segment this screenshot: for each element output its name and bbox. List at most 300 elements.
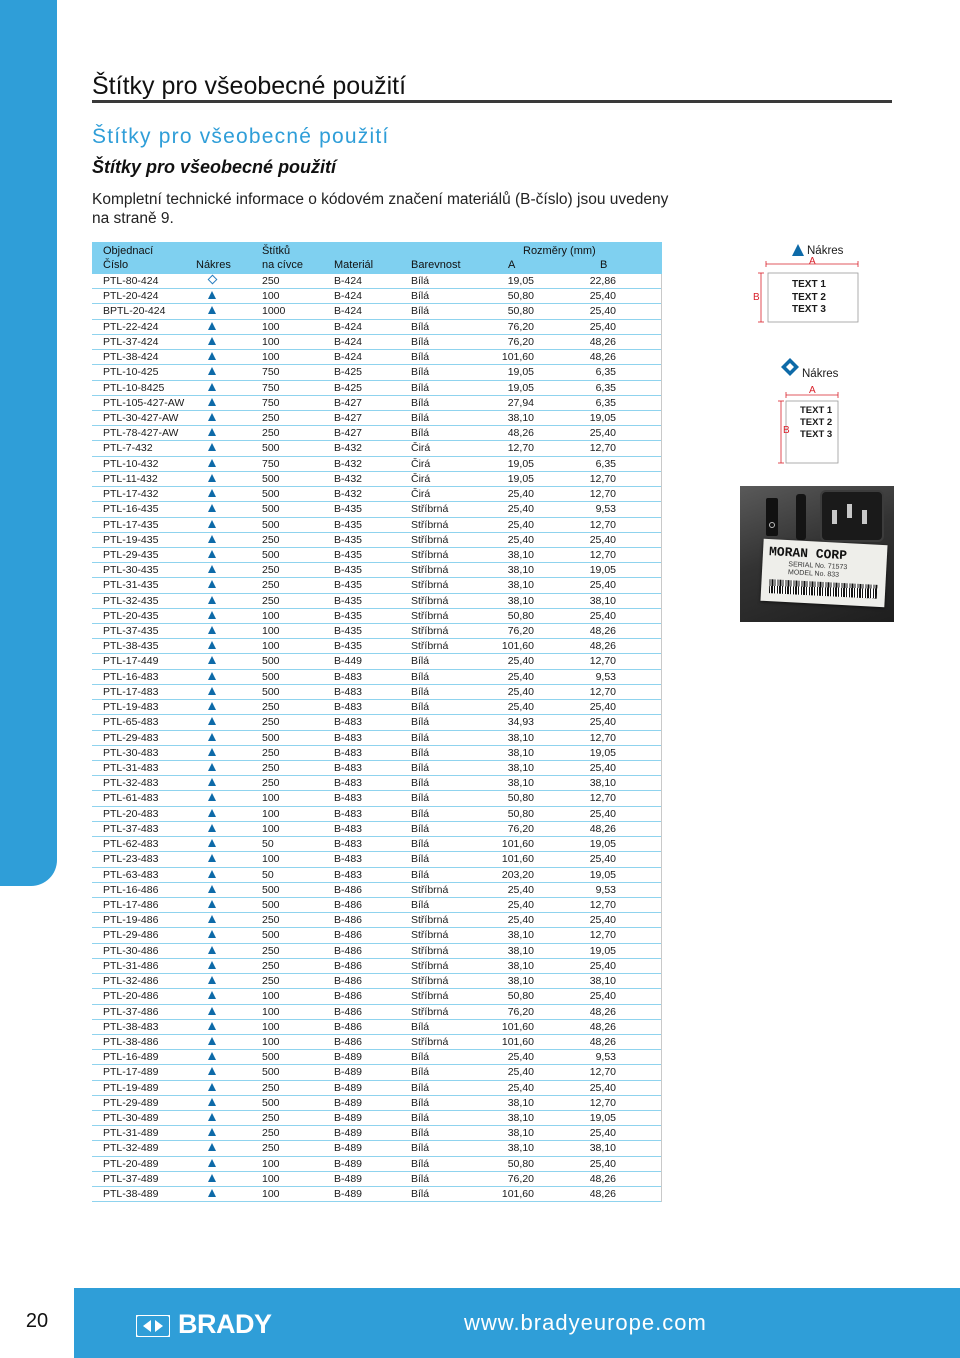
- product-code: PTL-61-483: [103, 792, 159, 805]
- material: B-424: [334, 275, 363, 287]
- triangle-icon: [208, 413, 216, 421]
- dimension-b: 25,40: [589, 290, 616, 303]
- dimension-b: 12,70: [589, 1096, 616, 1109]
- color: Stříbrná: [411, 975, 449, 988]
- triangle-icon: [208, 1007, 216, 1015]
- material: B-424: [334, 320, 363, 333]
- product-code: PTL-37-483: [103, 822, 159, 835]
- dimension-b: 48,26: [589, 335, 616, 348]
- quantity: 100: [262, 320, 280, 333]
- quantity: 250: [262, 975, 280, 988]
- dimension-b: 25,40: [589, 1157, 616, 1170]
- product-code: PTL-31-489: [103, 1127, 159, 1140]
- dimension-b: 25,40: [589, 320, 616, 333]
- quantity: 250: [262, 1142, 280, 1155]
- material: B-432: [334, 472, 363, 485]
- quantity: 100: [262, 792, 280, 805]
- header-dimensions: Rozměry (mm): [523, 245, 596, 257]
- material: B-486: [334, 975, 363, 988]
- color: Bílá: [411, 320, 430, 333]
- table-body: [92, 274, 662, 1202]
- table-row: [92, 837, 661, 852]
- quantity: 100: [262, 853, 280, 866]
- quantity: 500: [262, 685, 280, 698]
- triangle-icon: [208, 824, 216, 832]
- material: B-489: [334, 1096, 363, 1109]
- product-code: PTL-23-483: [103, 853, 159, 866]
- quantity: 100: [262, 625, 280, 638]
- color: Bílá: [411, 655, 430, 668]
- color: Čirá: [411, 457, 431, 470]
- material: B-435: [334, 564, 363, 577]
- dimension-b: 25,40: [589, 1127, 616, 1140]
- product-code: PTL-16-489: [103, 1051, 159, 1064]
- triangle-icon: [208, 1052, 216, 1060]
- intro-text: Kompletní technické informace o kódovém značení materiálů (B-číslo) jsou uvedeny na straně 9.: [92, 191, 669, 227]
- product-code: PTL-78-427-AW: [103, 427, 179, 440]
- dimension-a: 27,94: [507, 396, 534, 409]
- table-row: [92, 731, 661, 746]
- product-code: PTL-29-489: [103, 1096, 159, 1109]
- color: Bílá: [411, 351, 430, 364]
- dimension-a: 38,10: [507, 762, 534, 774]
- material: B-483: [334, 762, 363, 774]
- dimension-a: 76,20: [507, 822, 534, 835]
- triangle-icon: [208, 383, 216, 391]
- dimension-a: 38,10: [507, 411, 534, 424]
- product-table: [92, 242, 662, 1202]
- diagram-text-line: TEXT 2: [792, 291, 826, 303]
- dimension-a: 76,20: [507, 320, 534, 333]
- table-row: [92, 852, 661, 867]
- diagram-text-line: TEXT 3: [800, 429, 833, 440]
- color: Stříbrná: [411, 944, 449, 957]
- triangle-icon: [208, 915, 216, 923]
- color: Bílá: [411, 807, 430, 820]
- quantity: 100: [262, 990, 280, 1003]
- dimension-a: 25,40: [507, 701, 534, 714]
- dimension-b: 19,05: [589, 838, 616, 851]
- dimension-b: 25,40: [589, 701, 616, 714]
- material: B-435: [334, 594, 363, 607]
- dimension-b: 12,70: [589, 792, 616, 805]
- dimension-b: 25,40: [589, 959, 616, 972]
- table-row: [92, 381, 661, 396]
- table-row: [92, 639, 661, 654]
- dimension-a: 19,05: [507, 472, 534, 485]
- color: Bílá: [411, 1081, 430, 1094]
- triangle-icon: [208, 1128, 216, 1136]
- table-row: [92, 974, 661, 989]
- dimension-a: 25,40: [507, 898, 534, 911]
- color: Bílá: [411, 275, 430, 287]
- product-code: PTL-11-432: [103, 472, 158, 485]
- dimension-a: 38,10: [507, 929, 534, 942]
- dimension-a: 101,60: [501, 1188, 534, 1201]
- table-row: [92, 609, 661, 624]
- quantity: 500: [262, 1096, 280, 1109]
- triangle-icon: [792, 244, 804, 256]
- color: Bílá: [411, 335, 430, 348]
- dimension-a: 50,80: [507, 1157, 534, 1170]
- color: Bílá: [411, 838, 430, 851]
- dimension-a: 25,40: [507, 518, 534, 531]
- table-row: [92, 898, 661, 913]
- product-code: PTL-19-483: [103, 701, 159, 714]
- table-row: [92, 563, 661, 578]
- dimension-a: 101,60: [501, 351, 534, 364]
- product-code: PTL-10-432: [103, 457, 159, 470]
- material: B-427: [334, 396, 363, 409]
- dimension-b: 12,70: [589, 898, 616, 911]
- table-row: [92, 928, 661, 943]
- product-code: PTL-20-483: [103, 807, 159, 820]
- page-number-box: [0, 1288, 74, 1358]
- dimension-b: 38,10: [589, 777, 616, 790]
- color: Bílá: [411, 822, 430, 835]
- dimension-a: 38,10: [507, 746, 534, 759]
- material: B-486: [334, 959, 363, 972]
- table-row: [92, 989, 661, 1004]
- dimension-a: 38,10: [507, 1142, 534, 1155]
- dimension-b: 38,10: [589, 1142, 616, 1155]
- triangle-icon: [208, 839, 216, 847]
- triangle-icon: [208, 885, 216, 893]
- diagram-diamond-dim-a: A: [809, 385, 816, 396]
- material: B-424: [334, 351, 363, 364]
- material: B-432: [334, 442, 363, 455]
- color: Stříbrná: [411, 518, 449, 531]
- product-code: PTL-17-483: [103, 685, 159, 698]
- color: Bílá: [411, 396, 430, 409]
- triangle-icon: [208, 991, 216, 999]
- color: Stříbrná: [411, 1005, 449, 1018]
- material: B-483: [334, 868, 363, 881]
- triangle-icon: [208, 443, 216, 451]
- dimension-b: 9,53: [595, 503, 616, 516]
- table-row: [92, 502, 661, 517]
- table-row: [92, 441, 661, 456]
- table-row: [92, 1111, 661, 1126]
- dimension-a: 50,80: [507, 792, 534, 805]
- color: Bílá: [411, 1142, 430, 1155]
- table-row: [92, 715, 661, 730]
- product-code: PTL-65-483: [103, 716, 159, 729]
- triangle-icon: [208, 900, 216, 908]
- material: B-489: [334, 1172, 363, 1185]
- color: Bílá: [411, 366, 430, 379]
- material: B-486: [334, 1020, 363, 1033]
- product-code: PTL-30-489: [103, 1112, 159, 1125]
- product-code: PTL-32-483: [103, 777, 159, 790]
- product-code: PTL-38-435: [103, 640, 159, 653]
- product-code: PTL-30-427-AW: [103, 411, 179, 424]
- dimension-a: 203,20: [501, 868, 534, 881]
- dimension-a: 38,10: [507, 959, 534, 972]
- color: Stříbrná: [411, 914, 449, 927]
- table-row: [92, 685, 661, 700]
- diagram-text-line: TEXT 2: [800, 417, 833, 428]
- product-code: PTL-19-486: [103, 914, 159, 927]
- triangle-icon: [208, 748, 216, 756]
- table-row: [92, 776, 661, 791]
- product-code: PTL-62-483: [103, 838, 159, 851]
- color: Bílá: [411, 792, 430, 805]
- dimension-a: 101,60: [501, 640, 534, 653]
- quantity: 50: [262, 838, 274, 851]
- triangle-icon: [208, 854, 216, 862]
- triangle-icon: [208, 946, 216, 954]
- material: B-427: [334, 411, 363, 424]
- material: B-483: [334, 822, 363, 835]
- dimension-b: 38,10: [589, 975, 616, 988]
- table-row: [92, 472, 661, 487]
- dimension-b: 12,70: [589, 488, 616, 501]
- dimension-a: 19,05: [507, 381, 534, 394]
- dimension-b: 9,53: [595, 1051, 616, 1064]
- quantity: 250: [262, 777, 280, 790]
- triangle-icon: [208, 291, 216, 299]
- diagram-triangle-label: Nákres: [807, 245, 844, 257]
- material: B-435: [334, 579, 363, 592]
- material: B-435: [334, 640, 363, 653]
- dimension-b: 25,40: [589, 807, 616, 820]
- triangle-icon: [208, 1083, 216, 1091]
- dimension-b: 12,70: [589, 548, 616, 561]
- product-code: PTL-16-435: [103, 503, 159, 516]
- material: B-425: [334, 366, 363, 379]
- dimension-b: 25,40: [589, 716, 616, 729]
- photo-label-line1: MORAN CORP: [768, 544, 848, 564]
- dimension-a: 25,40: [507, 1051, 534, 1064]
- color: Stříbrná: [411, 564, 449, 577]
- quantity: 250: [262, 533, 280, 546]
- quantity: 100: [262, 807, 280, 820]
- triangle-icon: [208, 641, 216, 649]
- product-code: PTL-37-424: [103, 335, 159, 348]
- color: Stříbrná: [411, 503, 449, 516]
- quantity: 500: [262, 670, 280, 683]
- quantity: 250: [262, 914, 280, 927]
- dimension-a: 19,05: [507, 457, 534, 470]
- quantity: 250: [262, 716, 280, 729]
- table-row: [92, 791, 661, 806]
- product-code: PTL-38-489: [103, 1188, 159, 1201]
- table-row: [92, 487, 661, 502]
- diagram-text-line: TEXT 1: [800, 405, 833, 416]
- product-code: PTL-31-483: [103, 762, 159, 774]
- triangle-icon: [208, 778, 216, 786]
- quantity: 500: [262, 1066, 280, 1079]
- color: Bílá: [411, 1096, 430, 1109]
- color: Bílá: [411, 1112, 430, 1125]
- color: Stříbrná: [411, 883, 449, 896]
- material: B-483: [334, 685, 363, 698]
- table-header: [92, 242, 662, 274]
- triangle-icon: [208, 1037, 216, 1045]
- dimension-a: 50,80: [507, 609, 534, 622]
- table-row: [92, 396, 661, 411]
- dimension-a: 38,10: [507, 777, 534, 790]
- diagram-diamond-label: Nákres: [802, 368, 839, 380]
- table-row: [92, 1126, 661, 1141]
- quantity: 250: [262, 701, 280, 714]
- material: B-424: [334, 305, 363, 318]
- dimension-a: 25,40: [507, 488, 534, 501]
- material: B-483: [334, 731, 363, 744]
- product-code: PTL-29-435: [103, 548, 159, 561]
- quantity: 100: [262, 351, 280, 364]
- color: Bílá: [411, 1051, 430, 1064]
- quantity: 100: [262, 1020, 280, 1033]
- quantity: 500: [262, 442, 280, 455]
- diagram-triangle-dim-b: B: [753, 292, 760, 303]
- website-url[interactable]: www.bradyeurope.com: [464, 1310, 707, 1335]
- dimension-b: 19,05: [589, 746, 616, 759]
- quantity: 500: [262, 472, 280, 485]
- table-row: [92, 654, 661, 669]
- dimension-a: 12,70: [507, 442, 534, 455]
- material: B-486: [334, 914, 363, 927]
- color: Bílá: [411, 685, 430, 698]
- table-row: [92, 1065, 661, 1080]
- material: B-486: [334, 1005, 363, 1018]
- color: Bílá: [411, 762, 430, 774]
- dimension-b: 25,40: [589, 427, 616, 440]
- color: Bílá: [411, 381, 430, 394]
- quantity: 100: [262, 609, 280, 622]
- triangle-icon: [208, 459, 216, 467]
- material: B-489: [334, 1081, 363, 1094]
- triangle-icon: [208, 580, 216, 588]
- triangle-icon: [208, 322, 216, 330]
- triangle-icon: [208, 428, 216, 436]
- triangle-icon: [208, 611, 216, 619]
- product-code: PTL-19-435: [103, 533, 159, 546]
- table-row: [92, 913, 661, 928]
- product-code: PTL-31-486: [103, 959, 159, 972]
- color: Čirá: [411, 488, 431, 501]
- header-code-line2: Číslo: [103, 259, 129, 271]
- quantity: 100: [262, 335, 280, 348]
- dimension-a: 25,40: [507, 533, 534, 546]
- color: Bílá: [411, 1020, 430, 1033]
- material: B-486: [334, 929, 363, 942]
- quantity: 250: [262, 275, 280, 287]
- dimension-b: 48,26: [589, 625, 616, 638]
- header-qty-line1: Štítků: [262, 245, 291, 257]
- table-row: [92, 335, 661, 350]
- table-row: [92, 1035, 661, 1050]
- material: B-483: [334, 807, 363, 820]
- material: B-483: [334, 670, 363, 683]
- color: Bílá: [411, 670, 430, 683]
- table-row: [92, 700, 661, 715]
- color: Bílá: [411, 868, 430, 881]
- color: Stříbrná: [411, 609, 449, 622]
- table-row: [92, 457, 661, 472]
- product-code: PTL-22-424: [103, 320, 159, 333]
- triangle-icon: [208, 596, 216, 604]
- dimension-a: 38,10: [507, 1127, 534, 1140]
- table-row: [92, 1050, 661, 1065]
- table-row: [92, 320, 661, 335]
- header-material: Materiál: [334, 259, 374, 271]
- color: Stříbrná: [411, 625, 449, 638]
- quantity: 500: [262, 518, 280, 531]
- material: B-435: [334, 533, 363, 546]
- material: B-489: [334, 1188, 363, 1201]
- dimension-a: 101,60: [501, 1035, 534, 1048]
- dimension-b: 12,70: [589, 731, 616, 744]
- product-code: PTL-37-435: [103, 625, 159, 638]
- quantity: 100: [262, 640, 280, 653]
- quantity: 250: [262, 1127, 280, 1140]
- table-row: [92, 959, 661, 974]
- material: B-486: [334, 944, 363, 957]
- barcode: [769, 579, 878, 599]
- material: B-489: [334, 1066, 363, 1079]
- dimension-a: 50,80: [507, 807, 534, 820]
- dimension-b: 48,26: [589, 640, 616, 653]
- table-row: [92, 670, 661, 685]
- product-code: PTL-17-486: [103, 898, 159, 911]
- subsection-title: Štítky pro všeobecné použití: [92, 157, 337, 177]
- triangle-icon: [208, 367, 216, 375]
- triangle-icon: [208, 306, 216, 314]
- dimension-b: 6,35: [595, 457, 616, 470]
- diamond-icon: [208, 276, 216, 283]
- table-row: [92, 868, 661, 883]
- dimension-a: 38,10: [507, 579, 534, 592]
- switch-icon: [766, 498, 778, 536]
- dimension-b: 12,70: [589, 929, 616, 942]
- product-code: PTL-38-486: [103, 1035, 159, 1048]
- product-code: PTL-32-486: [103, 975, 159, 988]
- product-code: PTL-38-424: [103, 351, 159, 364]
- color: Stříbrná: [411, 548, 449, 561]
- dimension-b: 25,40: [589, 762, 616, 774]
- material: B-483: [334, 792, 363, 805]
- dimension-a: 48,26: [507, 427, 534, 440]
- color: Bílá: [411, 1157, 430, 1170]
- color: Bílá: [411, 290, 430, 303]
- triangle-icon: [208, 672, 216, 680]
- quantity: 50: [262, 868, 274, 881]
- quantity: 100: [262, 1157, 280, 1170]
- header-color: Barevnost: [411, 259, 461, 271]
- product-code: PTL-30-435: [103, 564, 159, 577]
- triangle-icon: [208, 656, 216, 664]
- material: B-489: [334, 1112, 363, 1125]
- product-code: PTL-7-432: [103, 442, 153, 455]
- table-row: [92, 1096, 661, 1111]
- photo-label-line3: MODEL No. 833: [787, 569, 840, 579]
- table-row: [92, 578, 661, 593]
- color: Bílá: [411, 1066, 430, 1079]
- table-row: [92, 883, 661, 898]
- color: Stříbrná: [411, 579, 449, 592]
- table-row: [92, 426, 661, 441]
- color: Čirá: [411, 442, 431, 455]
- product-code: PTL-80-424: [103, 275, 159, 287]
- table-row: [92, 624, 661, 639]
- dimension-a: 101,60: [501, 853, 534, 866]
- quantity: 250: [262, 594, 280, 607]
- material: B-435: [334, 518, 363, 531]
- color: Stříbrná: [411, 959, 449, 972]
- dimension-a: 101,60: [501, 1020, 534, 1033]
